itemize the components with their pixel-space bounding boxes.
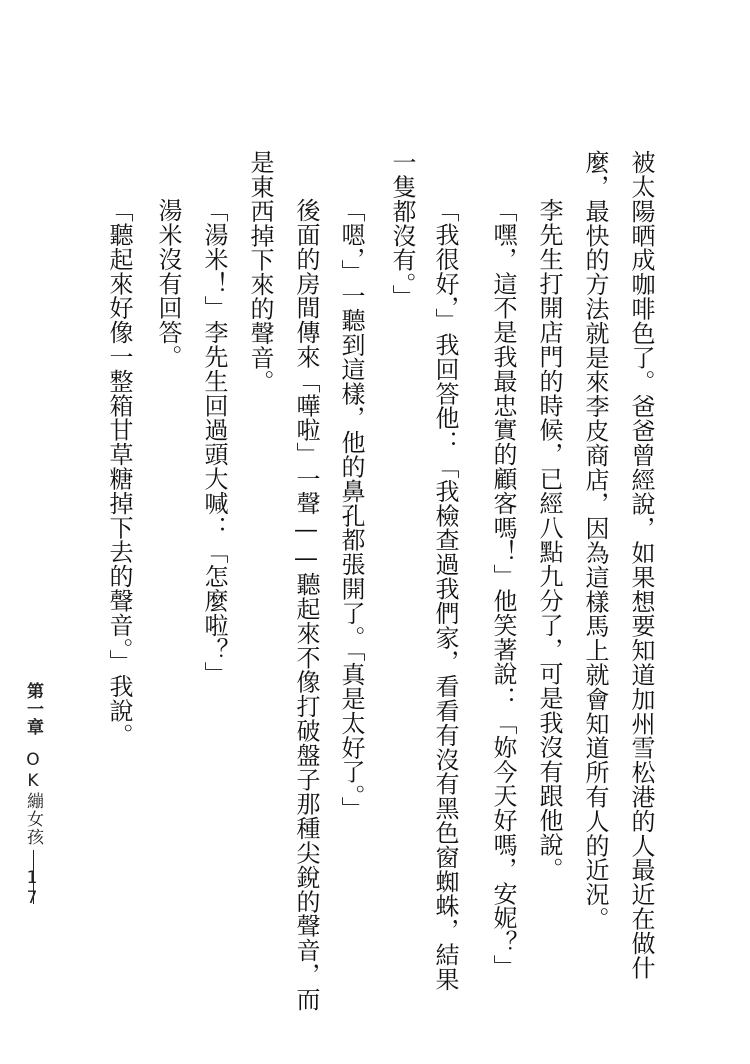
text-column-3: 李先生打開店門的時候，已經八點九分了，可是我沒有跟他說。 — [535, 198, 563, 882]
page-number: 17 — [22, 868, 42, 908]
text-column-9: 是東西掉下來的聲音。 — [246, 150, 274, 394]
text-column-12: 「聽起來好像一整箱甘草糖掉下去的聲音。」我說。 — [105, 198, 133, 748]
text-column-10: 「湯米！」李先生回過頭大喊：「怎麼啦？」 — [200, 198, 228, 686]
text-column-8: 後面的房間傳來「嘩啦」一聲——聽起來不像打破盤子那種尖銳的聲音，而 — [292, 198, 320, 1012]
chapter-label: 第一章 — [23, 682, 43, 736]
book-title: OK繃女孩 — [23, 750, 43, 846]
text-column-7: 「嗯，」一聽到這樣，他的鼻孔都張開了。「真是太好了。」 — [337, 198, 365, 821]
text-column-1: 被太陽晒成咖啡色了。爸爸曾經說，如果想要知道加州雪松港的人最近在做什 — [627, 150, 655, 980]
text-column-4: 「嘿，這不是我最忠實的顧客嗎！」他笑著說：「妳今天好嗎，安妮？」 — [489, 198, 517, 979]
text-column-6: 一隻都沒有。」 — [388, 150, 416, 309]
text-column-5: 「我很好，」我回答他：「我檢查過我們家，看看有沒有黑色窗蜘蛛，結果 — [431, 198, 459, 992]
text-column-11: 湯米沒有回答。 — [154, 198, 182, 369]
text-column-2: 麼，最快的方法就是來李皮商店，因為這樣馬上就會知道所有人的近況。 — [581, 150, 609, 931]
